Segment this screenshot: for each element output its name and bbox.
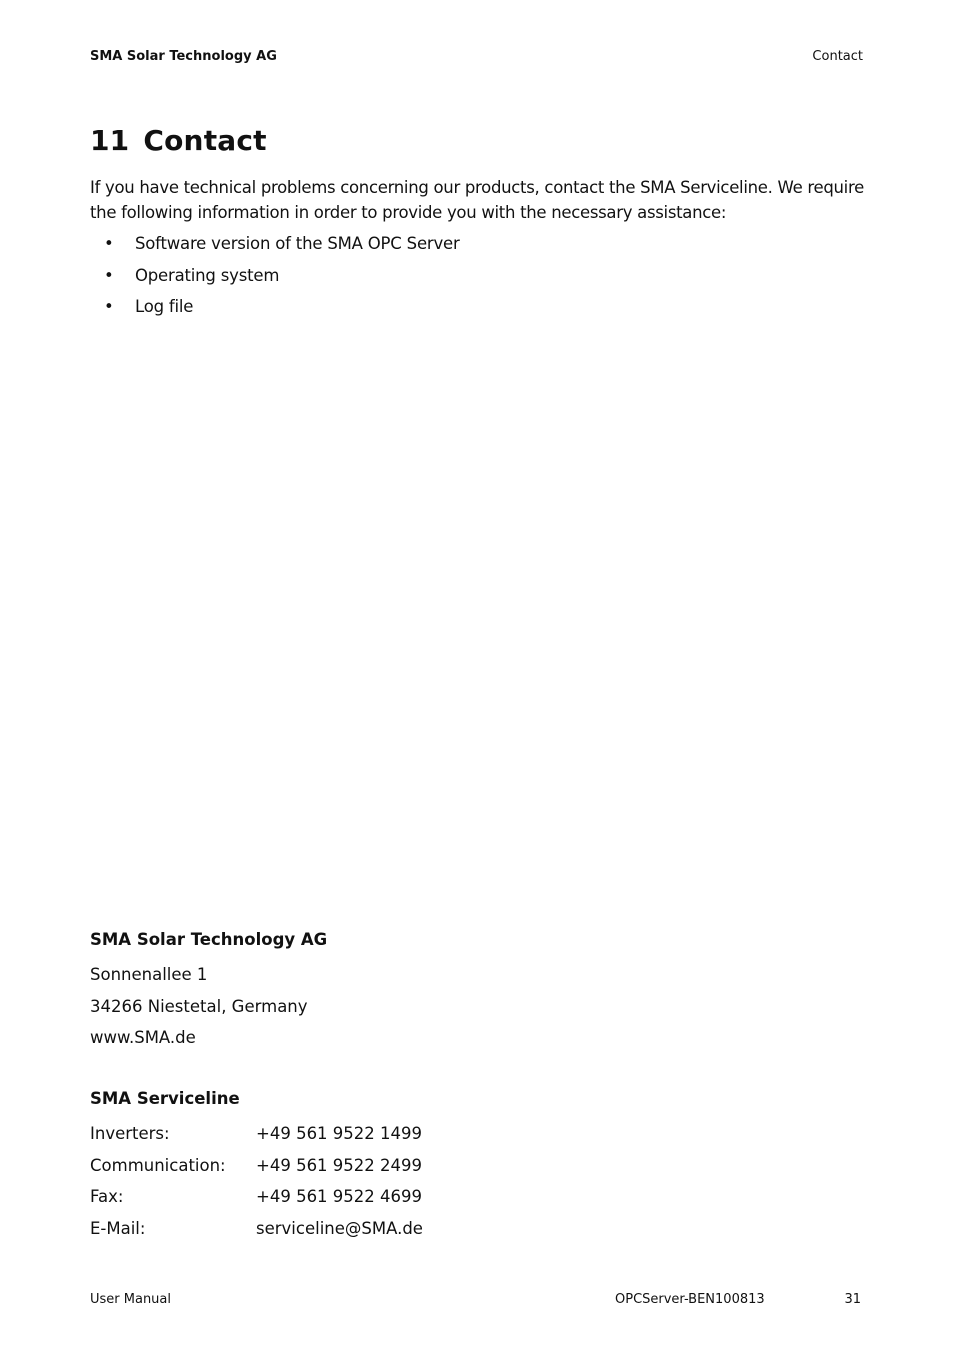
contact-row-email (90, 1216, 423, 1248)
serviceline-heading: SMA Serviceline (90, 1089, 240, 1108)
company-website-link[interactable]: www.SMA.de (90, 1028, 196, 1047)
email-link[interactable]: serviceline@SMA.de (256, 1218, 423, 1238)
list-item-text: Operating system (135, 265, 280, 285)
address-city: 34266 Niestetal, Germany (90, 996, 308, 1016)
contact-label: Inverters: (90, 1124, 170, 1143)
contact-value: +49 561 9522 1499 (256, 1124, 423, 1143)
contact-label: Communication: (90, 1155, 226, 1175)
list-item (104, 231, 460, 263)
chapter-title (90, 124, 267, 157)
list-item (104, 263, 460, 295)
contact-row-inverters (90, 1121, 423, 1153)
address-street: Sonnenallee 1 (90, 965, 208, 984)
bullet-icon: • (104, 297, 114, 316)
serviceline-contacts (90, 1121, 423, 1247)
page-number: 31 (844, 1292, 861, 1307)
bullet-icon: • (104, 265, 114, 285)
required-info-list (104, 231, 460, 326)
chapter-number: 11 (90, 124, 130, 157)
bullet-icon: • (104, 234, 114, 253)
running-header-company: SMA Solar Technology AG (90, 49, 277, 64)
running-header-section: Contact (812, 49, 863, 64)
footer-doc-id: OPCServer-BEN100813 (615, 1292, 765, 1307)
contact-label: Fax: (90, 1187, 124, 1206)
footer-doc-type: User Manual (90, 1292, 172, 1307)
list-item-text: Log file (135, 297, 194, 316)
list-item-text: Software version of the SMA OPC Server (135, 234, 460, 253)
company-address (90, 962, 308, 1057)
contact-row-fax (90, 1184, 423, 1216)
contact-label: E-Mail: (90, 1218, 146, 1238)
company-name-heading: SMA Solar Technology AG (90, 930, 328, 949)
list-item (104, 294, 460, 326)
contact-value: +49 561 9522 2499 (256, 1155, 423, 1175)
contact-row-communication (90, 1153, 423, 1185)
intro-paragraph: If you have technical problems concerning our products, contact the SMA Serviceline. We require the following information in order to provide you with the necessary assistance: (90, 178, 864, 222)
chapter-title-text: Contact (143, 124, 267, 157)
contact-value: +49 561 9522 4699 (256, 1187, 423, 1206)
